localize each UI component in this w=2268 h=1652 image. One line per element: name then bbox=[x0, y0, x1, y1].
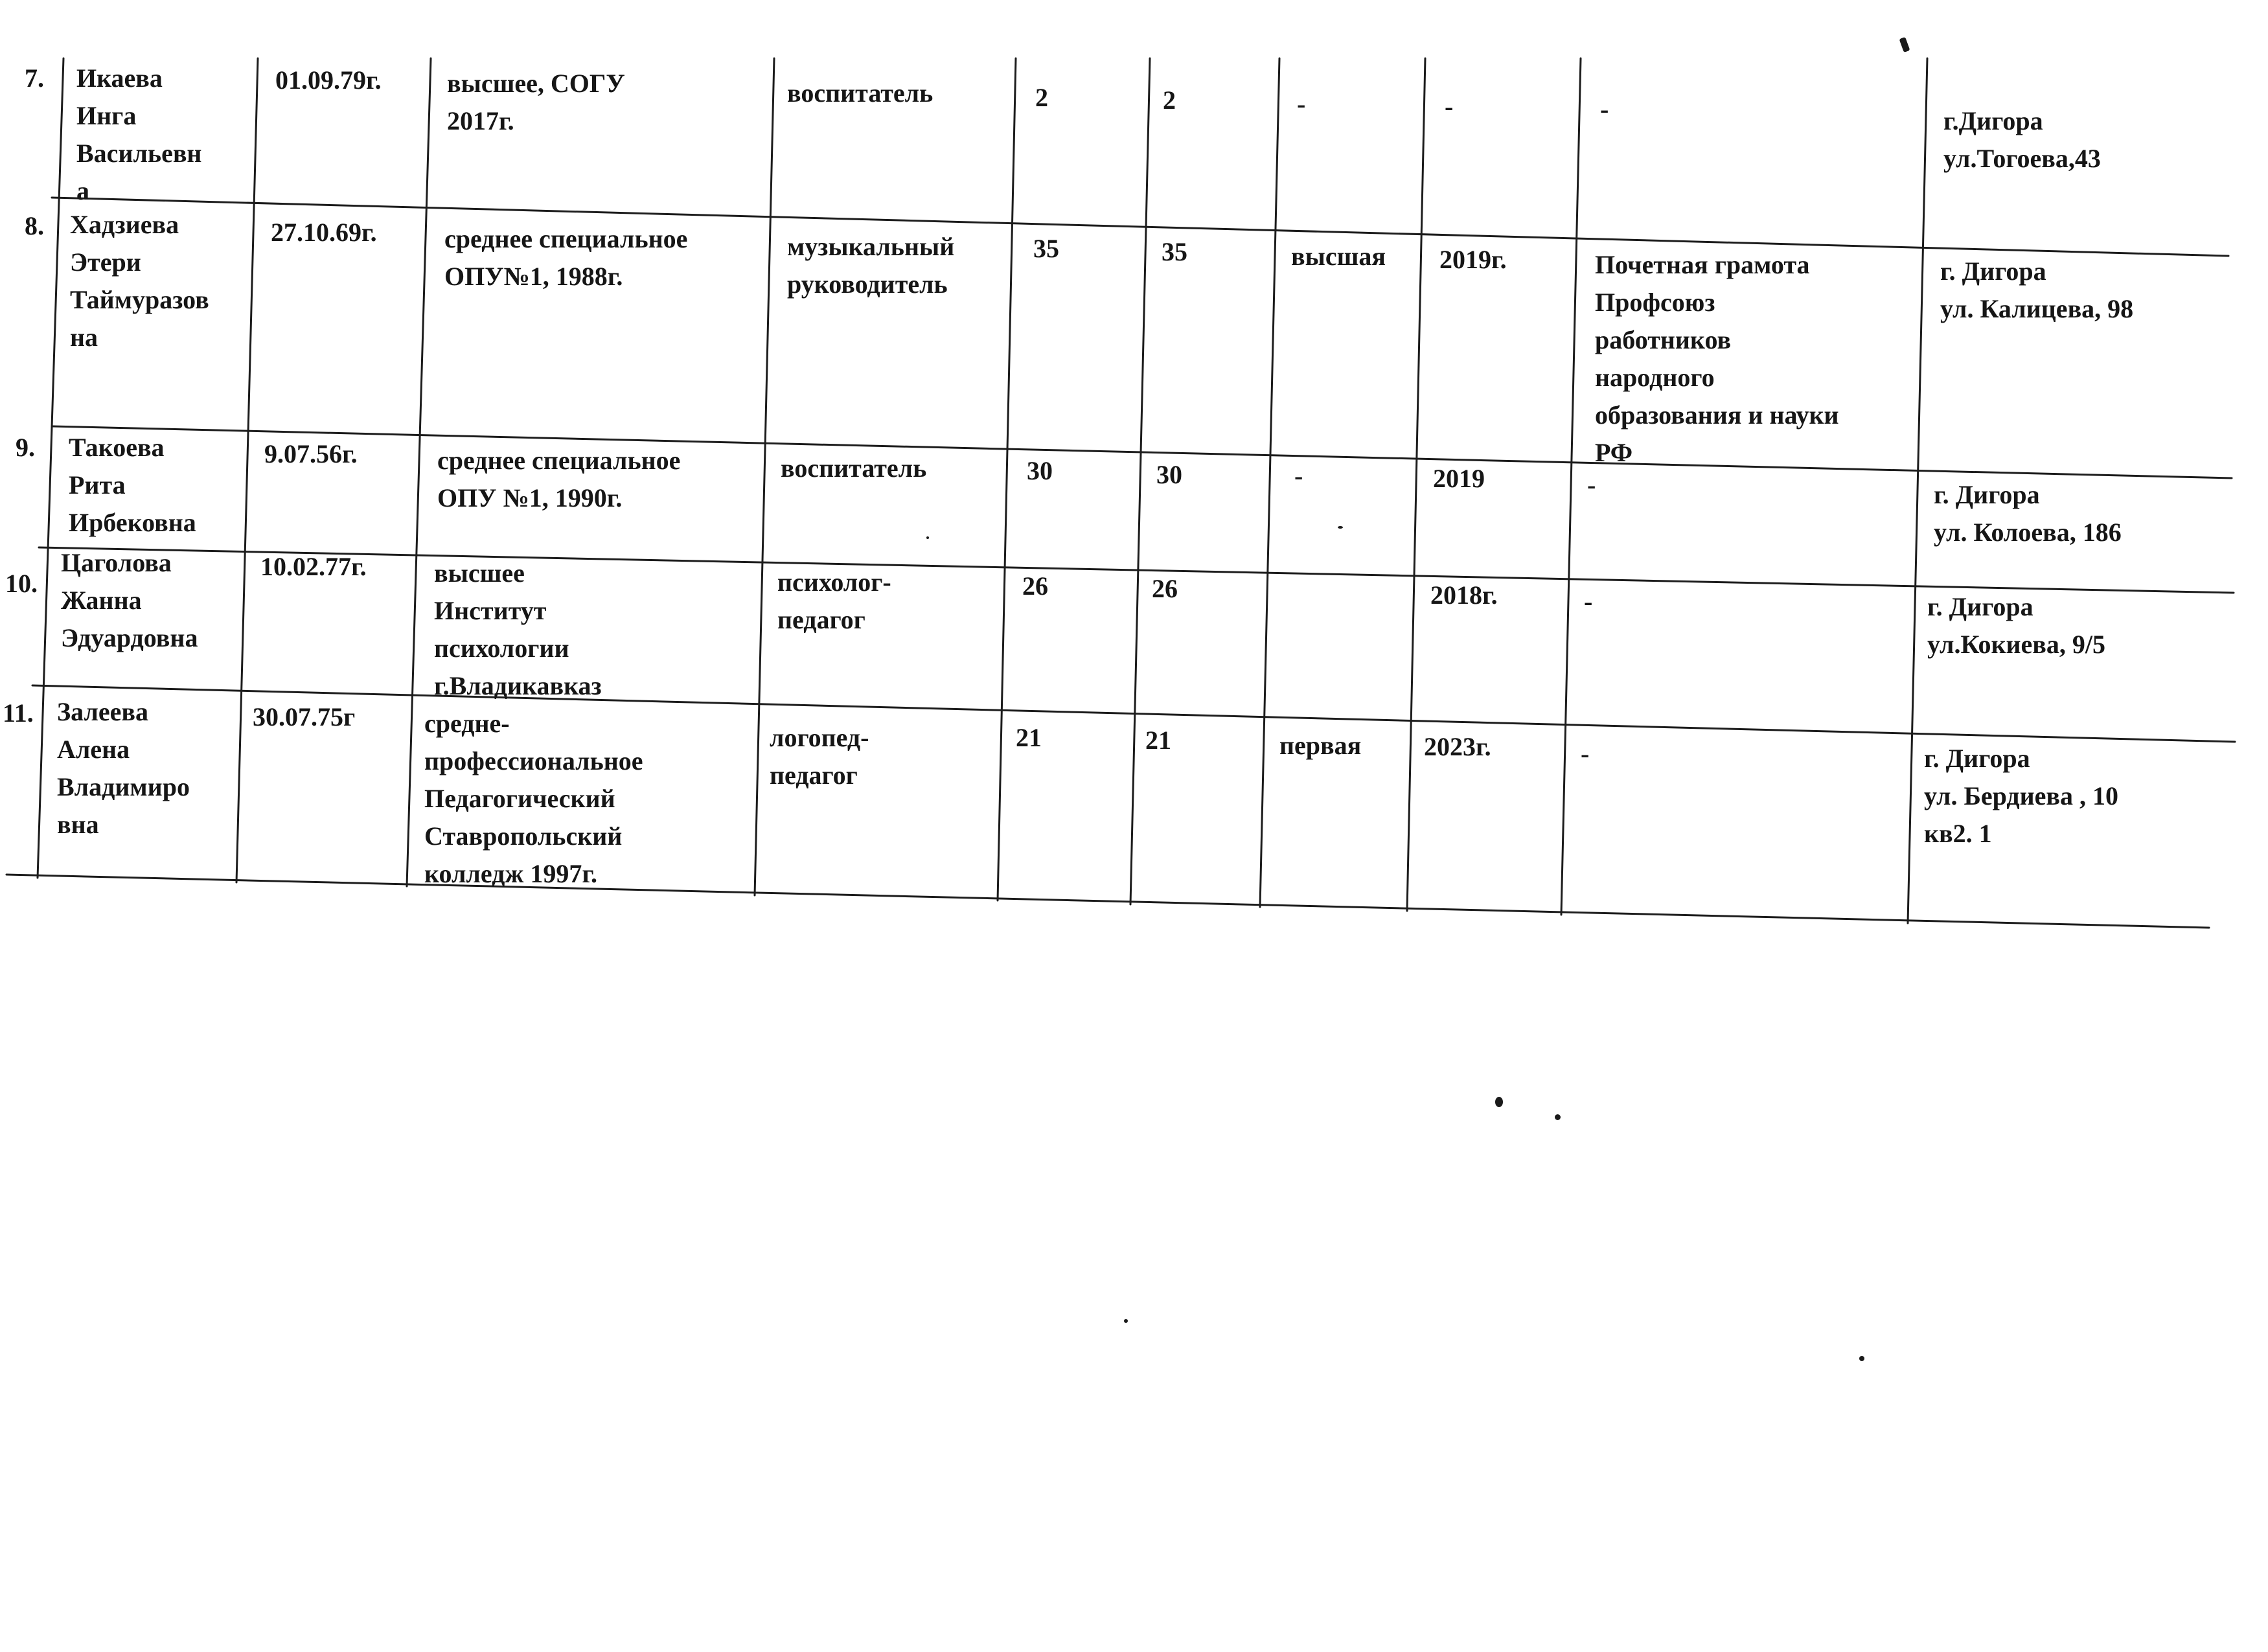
row-number: 9. bbox=[16, 433, 35, 462]
employee-name: Такоева Рита Ирбековна bbox=[69, 433, 196, 537]
birth-date: 01.09.79г. bbox=[275, 65, 382, 95]
ped-experience: 30 bbox=[1156, 460, 1182, 489]
birth-date: 9.07.56г. bbox=[264, 439, 358, 468]
total-experience: 30 bbox=[1027, 456, 1053, 485]
position: воспитатель bbox=[781, 453, 927, 483]
total-experience: 2 bbox=[1035, 83, 1048, 112]
category: - bbox=[1294, 461, 1303, 490]
education: среднее специальное ОПУ №1, 1990г. bbox=[437, 446, 681, 512]
scan-speck bbox=[926, 536, 929, 539]
total-experience: 35 bbox=[1033, 234, 1059, 263]
home-address: г. Дигора ул.Кокиева, 9/5 bbox=[1927, 592, 2106, 659]
home-address: г. Дигора ул. Калицева, 98 bbox=[1940, 257, 2134, 323]
col-line-category bbox=[1407, 58, 1425, 911]
birth-date: 27.10.69г. bbox=[271, 218, 377, 247]
position: воспитатель bbox=[787, 78, 934, 108]
category: - bbox=[1297, 89, 1306, 119]
employee-name: Хадзиева Этери Таймуразов на bbox=[70, 210, 209, 352]
scan-speck bbox=[1859, 1356, 1864, 1361]
awards: - bbox=[1587, 470, 1596, 499]
education: высшее Институт психологии г.Владикавказ bbox=[434, 558, 602, 700]
certification-year: 2018г. bbox=[1430, 580, 1498, 610]
employee-name: Икаева Инга Васильевн а bbox=[76, 63, 202, 205]
ped-experience: 35 bbox=[1162, 237, 1187, 266]
row-line-1 bbox=[52, 198, 2228, 256]
employee-name: Цаголова Жанна Эдуардовна bbox=[61, 548, 198, 652]
total-experience: 21 bbox=[1016, 723, 1042, 752]
row-line-3 bbox=[39, 547, 2234, 593]
home-address: г. Дигора ул. Бердиева , 10 кв2. 1 bbox=[1924, 744, 2118, 848]
education: среднее специальное ОПУ№1, 1988г. bbox=[444, 224, 688, 291]
row-number: 8. bbox=[25, 211, 44, 240]
row-number: 7. bbox=[25, 63, 44, 93]
scan-speck bbox=[1555, 1114, 1561, 1120]
ped-experience: 26 bbox=[1152, 574, 1178, 603]
col-line-ped bbox=[1260, 58, 1279, 907]
position: музыкальный руководитель bbox=[787, 232, 955, 299]
category: первая bbox=[1279, 731, 1362, 760]
scan-speck bbox=[1338, 526, 1343, 529]
certification-year: - bbox=[1445, 92, 1454, 121]
total-experience: 26 bbox=[1022, 571, 1048, 601]
birth-date: 30.07.75г bbox=[253, 702, 356, 731]
awards: - bbox=[1581, 739, 1590, 768]
home-address: г.Дигора ул.Тогоева,43 bbox=[1943, 106, 2101, 173]
scan-speck bbox=[1124, 1319, 1128, 1323]
row-line-5 bbox=[6, 875, 2209, 928]
birth-date: 10.02.77г. bbox=[260, 552, 367, 581]
education: средне- профессиональное Педагогический Ставропольский колледж 1997г. bbox=[424, 709, 643, 888]
col-line-year bbox=[1561, 58, 1581, 915]
education: высшее, СОГУ 2017г. bbox=[447, 69, 625, 135]
scan-speck bbox=[1495, 1097, 1503, 1107]
ped-experience: 2 bbox=[1163, 86, 1176, 115]
awards: - bbox=[1584, 587, 1593, 616]
row-number: 11. bbox=[3, 698, 34, 728]
home-address: г. Дигора ул. Колоева, 186 bbox=[1934, 480, 2122, 547]
awards: Почетная грамота Профсоюз работников народного образования и науки РФ bbox=[1595, 250, 1839, 467]
awards: - bbox=[1600, 95, 1609, 124]
employee-name: Залеева Алена Владимиро вна bbox=[57, 697, 190, 839]
row-number: 10. bbox=[5, 569, 38, 598]
position: логопед- педагог bbox=[770, 723, 869, 790]
ped-experience: 21 bbox=[1145, 726, 1171, 755]
category: высшая bbox=[1291, 242, 1386, 271]
col-line-name bbox=[236, 58, 258, 882]
col-line-position bbox=[998, 58, 1016, 901]
col-line-total bbox=[1130, 58, 1150, 904]
position: психолог- педагог bbox=[777, 568, 891, 634]
certification-year: 2023г. bbox=[1424, 732, 1491, 761]
certification-year: 2019 bbox=[1433, 464, 1485, 493]
certification-year: 2019г. bbox=[1439, 245, 1507, 274]
